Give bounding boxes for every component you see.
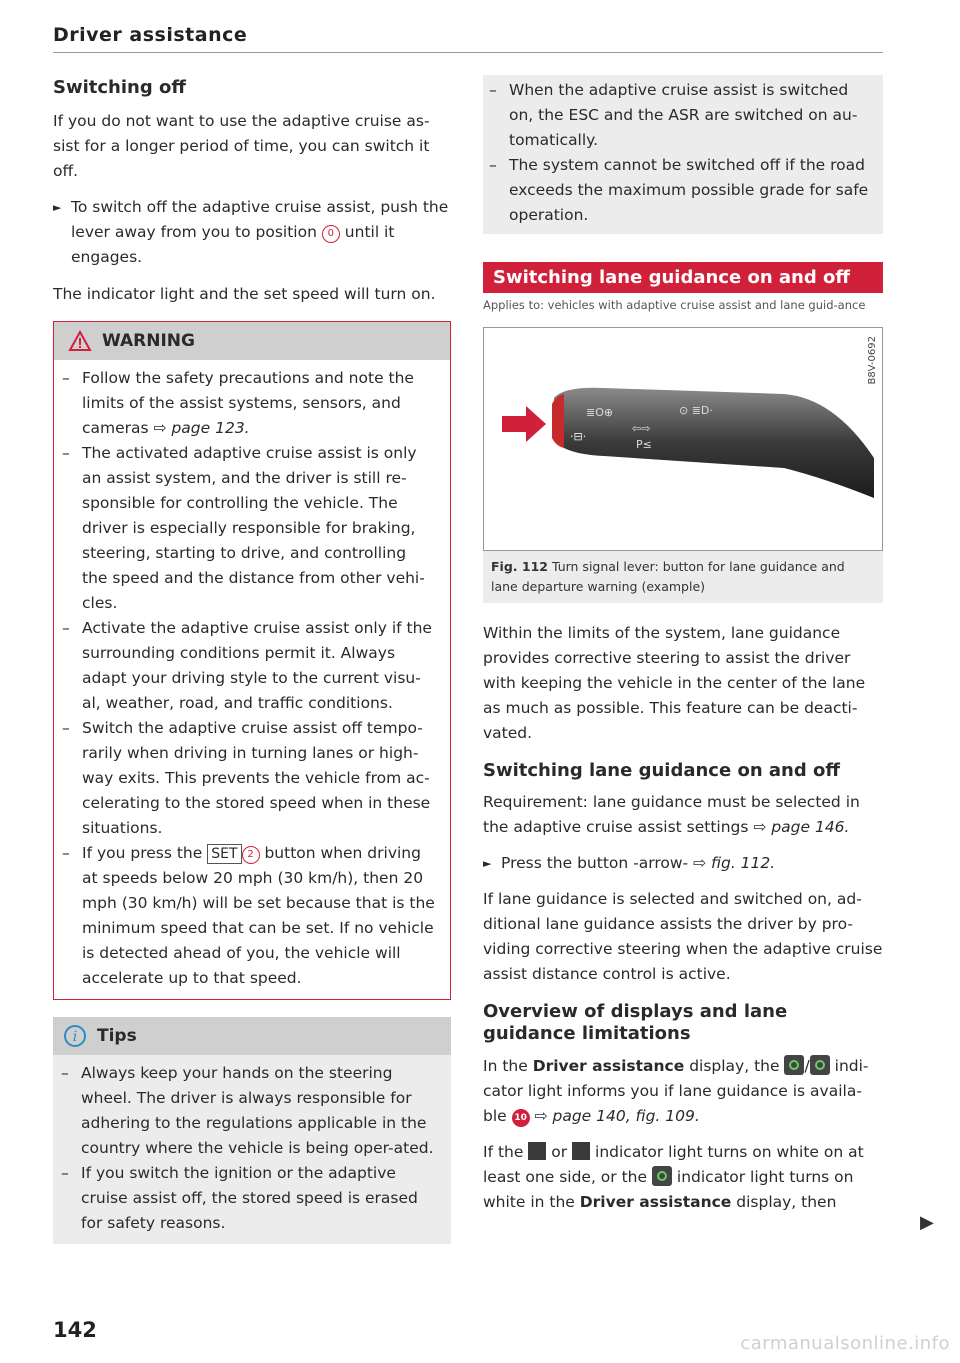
step-text-end: until it engages. xyxy=(71,223,395,266)
heading-switching-lane-guidance: Switching lane guidance on and off xyxy=(483,760,840,781)
figure-code: B8V-0692 xyxy=(867,336,878,385)
arrow-bullet-icon: ► xyxy=(53,201,62,214)
text: display, the xyxy=(689,1057,780,1075)
text: If the xyxy=(483,1143,524,1161)
note-item: – The system cannot be switched off if the road exceeds the maximum possible grade for safe operation. xyxy=(489,153,869,228)
note-item: – When the adaptive cruise assist is switched on, the ESC and the ASR are switched on au-tomatically. xyxy=(489,78,869,153)
svg-text:i: i xyxy=(72,1029,78,1045)
header-divider xyxy=(53,52,883,53)
press-button-step xyxy=(483,851,883,876)
tips-item-text: If you switch the ignition or the adaptive cruise assist off, the stored speed is erased for safety reasons. xyxy=(81,1164,418,1232)
indicator-paragraph-right xyxy=(483,1140,883,1215)
svg-text:P≤: P≤ xyxy=(636,438,652,451)
warning-item-text: The activated adaptive cruise assist is only an assist system, and the driver is still re-sponsible for controlling the vehicle. The driver is especially responsible for braking, steering, starting to drive, and controlling the speed and the distance from other vehi-cles. xyxy=(82,444,425,612)
instruction-step xyxy=(53,195,451,270)
lane-guidance-selected-paragraph: If lane guidance is selected and switched on, ad-ditional lane guidance assists the driver by pro-viding corrective steering when the adaptive cruise assist distance control is active. xyxy=(483,890,883,983)
button-number: 2 xyxy=(242,846,260,864)
page-reference-link[interactable]: ⇨ page 140, fig. 109. xyxy=(534,1107,700,1125)
tips-label: Tips xyxy=(97,1026,137,1046)
text: indicator light turns on white in the xyxy=(483,1168,854,1211)
warning-header xyxy=(54,322,450,360)
bold-text: Driver assistance xyxy=(579,1193,732,1211)
figure-caption-text: Turn signal lever: button for lane guidance and lane departure warning (example) xyxy=(491,559,845,594)
warning-item-text-end: button when driving at speeds below 20 mph (30 km/h), then 20 mph (30 km/h) will be set because that is the minimum speed that can be set. If no vehicle is detected ahead of you, the vehicle will accelerate up to that speed. xyxy=(82,844,435,987)
tips-item-text: Always keep your hands on the steering wheel. The driver is always responsible for adhering to the regulations applicable in the country where the vehicle is being oper-ated. xyxy=(81,1064,434,1157)
warning-item: – Follow the safety precautions and note the limits of the assist systems, sensors, and cameras ⇨ page 123. xyxy=(62,369,414,437)
warning-item-text: Switch the adaptive cruise assist off tempo-rarily when driving in turning lanes or high-way exits. This prevents the vehicle from ac-celerating to the stored speed when in these situations. xyxy=(82,719,431,837)
heading-switching-off: Switching off xyxy=(53,77,186,98)
left-column xyxy=(53,75,451,1244)
warning-item: – If you press the SET 2 button when driving at speeds below 20 mph (30 km/h), then 20 mph (30 km/h) will be set because that is the minimum speed that can be set. If no vehicle is detected ahead of you, the vehicle will accelerate up to that speed. xyxy=(62,844,435,987)
display-paragraph: In the Driver assistance display, the / indi-cator light informs you if lane guidance is availa-ble 10 ⇨ page 140, fig. 109. xyxy=(483,1057,869,1125)
continued-note-box xyxy=(483,75,883,234)
note-item-text: When the adaptive cruise assist is switched on, the ESC and the ASR are switched on au-tomatically. xyxy=(509,81,858,149)
arrow-bullet-icon: ► xyxy=(483,857,492,870)
warning-item-text: If you press the xyxy=(82,844,203,862)
right-column xyxy=(483,75,883,1215)
figure-112 xyxy=(483,327,883,603)
bold-text: Driver assistance xyxy=(532,1057,685,1075)
requirement-paragraph xyxy=(483,790,883,840)
svg-text:⇦⇨: ⇦⇨ xyxy=(632,422,651,435)
turn-signal-lever-illustration xyxy=(484,328,882,550)
tips-item: – Always keep your hands on the steering wheel. The driver is always responsible for adhering to the regulations applicable in the country where the vehicle is being oper-ated. xyxy=(61,1061,437,1161)
step-text: To switch off the adaptive cruise assist, push the lever away from you to position xyxy=(71,198,449,241)
continue-arrow-icon: ▶ xyxy=(920,1212,934,1233)
applies-to-note: Applies to: vehicles with adaptive cruise assist and lane guid-ance xyxy=(483,298,866,312)
left-lane-line-icon xyxy=(528,1142,546,1160)
text: indicator light turns on white on at least one side, or the xyxy=(483,1143,864,1186)
callout-number: 10 xyxy=(512,1109,530,1127)
info-icon xyxy=(63,1024,87,1048)
set-key: SET xyxy=(207,844,241,864)
warning-item-text: Activate the adaptive cruise assist only if the surrounding conditions permit it. Always adapt your driving style to the current visu-al, weather, road, and traffic conditions. xyxy=(82,619,432,712)
svg-text:≣O⊕: ≣O⊕ xyxy=(586,406,614,419)
lane-guidance-icon xyxy=(652,1166,672,1186)
warning-box xyxy=(53,321,451,1000)
section-title: Driver assistance xyxy=(53,24,248,46)
figure-image xyxy=(483,327,883,551)
lane-guidance-green-icon xyxy=(784,1055,804,1075)
indicator-paragraph: The indicator light and the set speed will turn on. xyxy=(53,285,436,303)
lane-guidance-intro: Within the limits of the system, lane guidance provides corrective steering to assist the driver with keeping the vehicle in the center of the lane as much as possible. This feature can be deacti-vated. xyxy=(483,624,866,742)
text: indi-cator light informs you if lane guidance is availa-ble xyxy=(483,1057,869,1125)
warning-item: – The activated adaptive cruise assist is only an assist system, and the driver is still re-sponsible for controlling the vehicle. The driver is especially responsible for braking, steering, starting to drive, and controlling the speed and the distance from other vehi-cles. xyxy=(62,441,436,616)
page-reference-link[interactable]: ⇨ page 123. xyxy=(153,419,250,437)
warning-item-text: Follow the safety precautions and note the limits of the assist systems, sensors, and cameras xyxy=(82,369,414,437)
watermark-url: carmanualsonline.info xyxy=(740,1333,950,1354)
figure-number: Fig. 112 xyxy=(491,559,548,574)
warning-label: WARNING xyxy=(102,331,195,351)
lane-guidance-icon xyxy=(810,1055,830,1075)
warning-triangle-icon xyxy=(68,330,92,352)
warning-item: – Switch the adaptive cruise assist off tempo-rarily when driving in turning lanes or high-way exits. This prevents the vehicle from ac-celerating to the stored speed when in these situations. xyxy=(62,716,436,841)
figure-caption xyxy=(483,551,883,603)
page-number: 142 xyxy=(53,1318,97,1342)
arrow-marker-icon xyxy=(502,406,546,442)
text: display, then xyxy=(736,1193,837,1211)
warning-item: – Activate the adaptive cruise assist only if the surrounding conditions permit it. Always adapt your driving style to the current visu-al, weather, road, and traffic conditions. xyxy=(62,616,436,716)
svg-text:⊙ ≣D·: ⊙ ≣D· xyxy=(679,404,713,417)
step-text: Press the button -arrow- xyxy=(501,854,689,872)
tips-item: – If you switch the ignition or the adaptive cruise assist off, the stored speed is erased for safety reasons. xyxy=(61,1161,437,1236)
position-number: 0 xyxy=(322,225,340,243)
page-reference-link[interactable]: ⇨ page 146. xyxy=(753,818,850,836)
right-lane-line-icon xyxy=(572,1142,590,1160)
figure-reference-link[interactable]: ⇨ fig. 112. xyxy=(693,854,776,872)
section-banner: Switching lane guidance on and off xyxy=(483,262,883,293)
svg-text:·⊟·: ·⊟· xyxy=(570,430,587,443)
tips-header xyxy=(53,1017,451,1055)
requirement-text: Requirement: lane guidance must be selected in the adaptive cruise assist settings xyxy=(483,793,860,836)
note-item-text: The system cannot be switched off if the road exceeds the maximum possible grade for safe operation. xyxy=(509,156,869,224)
intro-paragraph: If you do not want to use the adaptive cruise as-sist for a longer period of time, you can switch it off. xyxy=(53,112,430,180)
tips-box xyxy=(53,1017,451,1244)
text: or xyxy=(551,1143,568,1161)
text: In the xyxy=(483,1057,528,1075)
heading-overview-displays: Overview of displays and lane guidance limitations xyxy=(483,1001,788,1044)
